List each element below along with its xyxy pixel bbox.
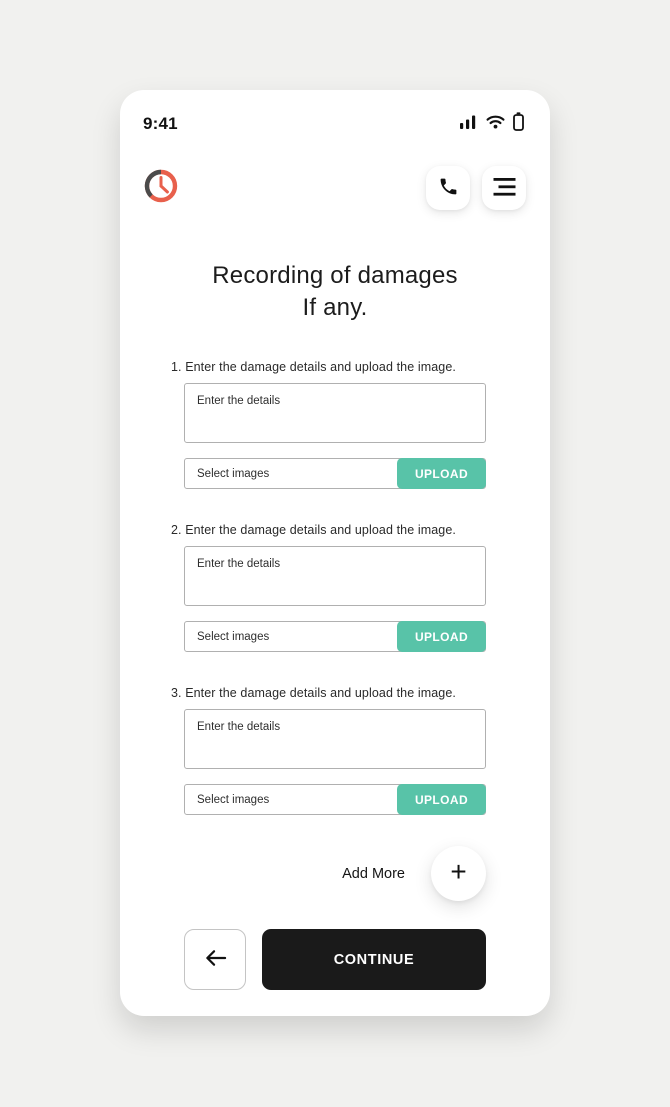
status-bar: [120, 90, 550, 136]
form-content: [120, 360, 550, 990]
upload-row-3: [184, 784, 486, 815]
clock-logo-icon: [143, 168, 179, 209]
app-header: [120, 166, 550, 210]
add-more-row: [184, 846, 486, 901]
continue-button[interactable]: CONTINUE: [262, 929, 486, 990]
section-label: 3. Enter the damage details and upload the image.: [171, 686, 456, 700]
back-button[interactable]: [184, 929, 246, 990]
header-actions: [426, 166, 526, 210]
damage-details-input-3[interactable]: [184, 709, 486, 769]
damage-details-input-2[interactable]: [184, 546, 486, 606]
status-time: 9:41: [143, 114, 178, 133]
phone-button[interactable]: [426, 166, 470, 210]
damage-section-2: [171, 523, 486, 652]
page-title-line2: If any.: [302, 294, 368, 321]
signal-icon: [460, 115, 478, 134]
menu-icon: [493, 177, 516, 200]
page-title-line1: Recording of damages: [212, 262, 458, 289]
add-more-label: Add More: [342, 865, 405, 882]
phone-icon: [438, 176, 459, 200]
back-arrow-icon: [204, 948, 227, 971]
menu-button[interactable]: [482, 166, 526, 210]
phone-card: [120, 90, 550, 1016]
add-more-button[interactable]: [431, 846, 486, 901]
upload-button-3[interactable]: UPLOAD: [397, 784, 486, 815]
page-title: [120, 260, 550, 324]
damage-section-1: [171, 360, 486, 489]
upload-row-1: [184, 458, 486, 489]
battery-icon: [513, 112, 524, 136]
upload-button-1[interactable]: UPLOAD: [397, 458, 486, 489]
damage-section-3: [171, 686, 486, 815]
upload-row-2: [184, 621, 486, 652]
upload-button-2[interactable]: UPLOAD: [397, 621, 486, 652]
footer-actions: [184, 929, 486, 990]
section-label: 1. Enter the damage details and upload the image.: [171, 360, 456, 374]
wifi-icon: [486, 115, 505, 134]
damage-details-input-1[interactable]: [184, 383, 486, 443]
status-icons: [460, 112, 524, 136]
plus-icon: +: [450, 856, 467, 887]
section-label: 2. Enter the damage details and upload the image.: [171, 523, 456, 537]
